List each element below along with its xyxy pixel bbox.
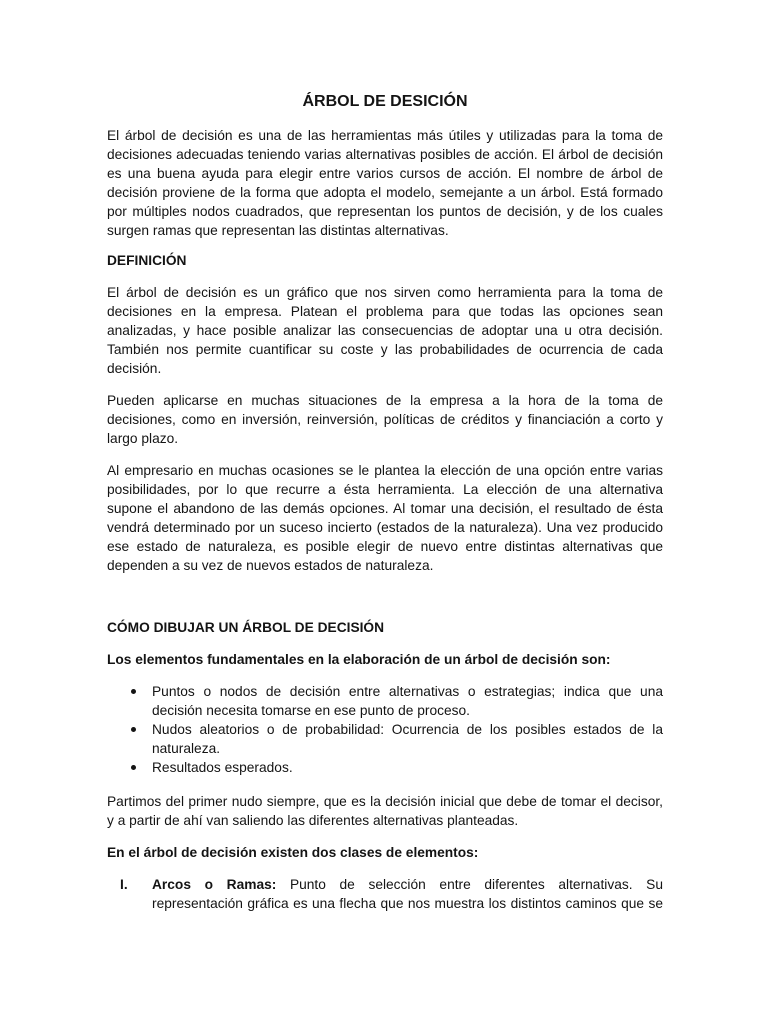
first-node-paragraph xyxy=(107,792,663,830)
paragraph-line: decisión. xyxy=(107,361,162,376)
paragraph-line: analizadas, y hace posible analizar las consecuencias de adoptar una u otra decisión. xyxy=(107,323,663,338)
list-item xyxy=(107,682,663,720)
list-item-line: decisión necesita tomarse en ese punto de proceso. xyxy=(152,703,470,718)
paragraph-line: También nos permite cuantificar su coste y las probabilidades de ocurrencia de cada xyxy=(107,342,663,357)
list-item-line: Nudos aleatorios o de probabilidad: Ocurrencia de los posibles estados de la xyxy=(152,722,663,737)
paragraph-line: posibilidades, por lo que recurre a ésta herramienta. La elección de una alternativa xyxy=(107,482,663,497)
list-item xyxy=(107,720,663,758)
item-description: Punto de selección entre diferentes alternativas. Su xyxy=(289,877,663,892)
how-to-draw-heading: CÓMO DIBUJAR UN ÁRBOL DE DECISIÓN xyxy=(107,620,385,635)
numbered-item-line: representación gráfica es una flecha que nos muestra los distintos caminos que se xyxy=(152,896,663,911)
document-page xyxy=(107,92,663,913)
paragraph-line: por múltiples nodos cuadrados, que representan los puntos de decisión, y de los cuales xyxy=(107,204,663,219)
definition-paragraph xyxy=(107,283,663,378)
paragraph-line: es una buena ayuda para elegir entre varios cursos de acción. El nombre de árbol de xyxy=(107,166,663,181)
intro-paragraph xyxy=(107,126,663,240)
numbered-item xyxy=(107,875,663,913)
paragraph-line: decisiones adecuadas teniendo varias alternativas posibles de acción. El árbol de decisión xyxy=(107,147,663,162)
item-term: Arcos o Ramas: xyxy=(152,877,277,892)
definition-heading: DEFINICIÓN xyxy=(107,253,187,268)
document-title: ÁRBOL DE DESICIÓN xyxy=(302,93,468,110)
bullet-icon xyxy=(131,727,136,732)
entrepreneur-paragraph xyxy=(107,461,663,575)
classes-intro: En el árbol de decisión existen dos clases de elementos: xyxy=(107,845,479,860)
list-item xyxy=(107,758,663,777)
numbered-item-line xyxy=(152,875,663,894)
paragraph-line: vendrá determinado por un suceso incierto (estados de la naturaleza). Una vez producido xyxy=(107,520,663,535)
paragraph-line: supone el abandono de las demás opciones. Al tomar una decisión, el resultado de ésta xyxy=(107,501,663,516)
paragraph-line: Al empresario en muchas ocasiones se le plantea la elección de una opción entre varias xyxy=(107,463,663,478)
item-numeral: I. xyxy=(120,877,128,892)
paragraph-line: El árbol de decisión es una de las herramientas más útiles y utilizadas para la toma de xyxy=(107,128,663,143)
bullet-icon xyxy=(131,765,136,770)
list-item-line: Resultados esperados. xyxy=(152,760,293,775)
paragraph-line: Pueden aplicarse en muchas situaciones de la empresa a la hora de la toma de xyxy=(107,393,663,408)
paragraph-line: ese estado de naturaleza, es posible elegir de nuevo entre distintas alternativas que xyxy=(107,539,663,554)
paragraph-line: y a partir de ahí van saliendo las diferentes alternativas planteadas. xyxy=(107,813,519,828)
paragraph-line: largo plazo. xyxy=(107,431,179,446)
paragraph-line: decisiones en la empresa. Platean el problema para que todas las opciones sean xyxy=(107,304,663,319)
paragraph-line: decisión proviene de la forma que adopta el modelo, semejante a un árbol. Está formado xyxy=(107,185,663,200)
elements-list xyxy=(107,682,663,777)
paragraph-line: dependen a su vez de nuevos estados de naturaleza. xyxy=(107,558,434,573)
elements-intro: Los elementos fundamentales en la elaboración de un árbol de decisión son: xyxy=(107,652,611,667)
paragraph-line: Partimos del primer nudo siempre, que es la decisión inicial que debe de tomar el decisor, xyxy=(107,794,663,809)
list-item-line: Puntos o nodos de decisión entre alternativas o estrategias; indica que una xyxy=(152,684,663,699)
applications-paragraph xyxy=(107,391,663,448)
list-item-line: naturaleza. xyxy=(152,741,221,756)
bullet-icon xyxy=(131,689,136,694)
paragraph-line: El árbol de decisión es un gráfico que nos sirven como herramienta para la toma de xyxy=(107,285,663,300)
paragraph-line: surgen ramas que representan las distintas alternativas. xyxy=(107,223,449,238)
paragraph-line: decisiones, como en inversión, reinversión, políticas de créditos y financiación a corto y xyxy=(107,412,663,427)
